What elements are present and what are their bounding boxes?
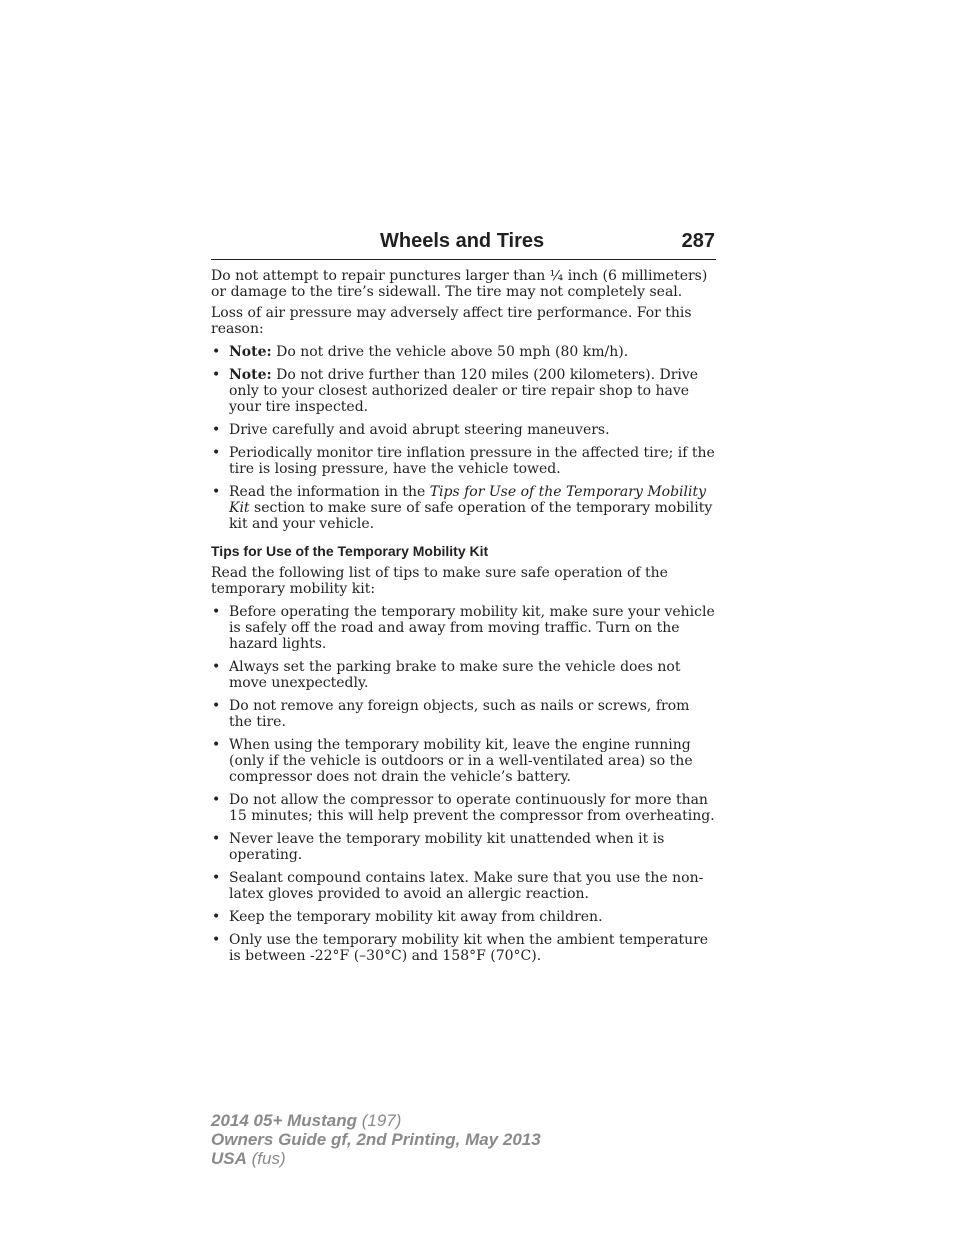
page-content — [211, 268, 716, 971]
list-item-text: Only use the temporary mobility kit when the ambient temperature is between -22°F (–30°C) and 158°F (70°C). — [229, 932, 709, 964]
list-item — [211, 870, 716, 902]
list-item-text: Drive carefully and avoid abrupt steering maneuvers. — [229, 422, 610, 438]
list-item-text: Keep the temporary mobility kit away from children. — [229, 909, 603, 925]
list-item — [211, 445, 716, 477]
list-item — [211, 484, 716, 532]
footer-model-name: 2014 05+ Mustang — [211, 1111, 357, 1130]
list-item — [211, 909, 716, 925]
note-text: Do not drive the vehicle above 50 mph (80 km/h). — [271, 344, 629, 360]
list-item — [211, 604, 716, 652]
list-item-text: Periodically monitor tire inflation pressure in the affected tire; if the tire is losing pressure, have the vehicle towed. — [229, 445, 715, 477]
list-item — [211, 792, 716, 824]
list-item — [211, 422, 716, 438]
footer-guide-edition: Owners Guide gf, 2nd Printing, May 2013 — [211, 1130, 541, 1149]
note-text: Do not drive further than 120 miles (200 kilometers). Drive only to your closest authorized dealer or tire repair shop to have your tire inspected. — [229, 367, 699, 415]
list-item — [211, 659, 716, 691]
page-header — [211, 229, 716, 260]
bullet-glyph: • — [212, 445, 221, 461]
page-footer — [211, 1111, 541, 1168]
footer-line-model — [211, 1111, 541, 1130]
subsection-intro: Read the following list of tips to make sure safe operation of the temporary mobility kit: — [211, 565, 668, 597]
list-item — [211, 344, 716, 360]
footer-line-guide — [211, 1130, 541, 1149]
page-number: 287 — [681, 230, 715, 252]
note-label: Note: — [229, 367, 272, 383]
intro-paragraph-2: Loss of air pressure may adversely affect tire performance. For this reason: — [211, 305, 692, 337]
precaution-list — [211, 344, 716, 532]
list-item — [211, 831, 716, 863]
bullet-glyph: • — [212, 422, 221, 438]
list-item — [211, 737, 716, 785]
bullet-glyph: • — [212, 737, 221, 753]
list-item-text-pre: Read the information in the — [229, 484, 430, 500]
tips-list — [211, 604, 716, 964]
list-item-text: Never leave the temporary mobility kit unattended when it is operating. — [229, 831, 665, 863]
list-item-text-post: section to make sure of safe operation of the temporary mobility kit and your vehicle. — [229, 500, 713, 532]
bullet-glyph: • — [212, 659, 221, 675]
footer-line-market — [211, 1149, 541, 1168]
list-item — [211, 932, 716, 964]
bullet-glyph: • — [212, 604, 221, 620]
section-title: Wheels and Tires — [380, 230, 545, 252]
bullet-glyph: • — [212, 484, 221, 500]
footer-market-code: (fus) — [246, 1149, 286, 1168]
list-item-text: Sealant compound contains latex. Make sure that you use the non-latex gloves provided to avoid an allergic reaction. — [229, 870, 704, 902]
bullet-glyph: • — [212, 344, 221, 360]
bullet-glyph: • — [212, 870, 221, 886]
intro-paragraph-1: Do not attempt to repair punctures larger than ¼ inch (6 millimeters) or damage to the tire’s sidewall. The tire may not completely seal. — [211, 268, 708, 300]
list-item-text: Do not remove any foreign objects, such as nails or screws, from the tire. — [229, 698, 690, 730]
bullet-glyph: • — [212, 932, 221, 948]
list-item-text: Always set the parking brake to make sure the vehicle does not move unexpectedly. — [229, 659, 681, 691]
subsection-heading: Tips for Use of the Temporary Mobility Kit — [211, 543, 489, 559]
bullet-glyph: • — [212, 367, 221, 383]
list-item-text: Do not allow the compressor to operate continuously for more than 15 minutes; this will help prevent the compressor from overheating. — [229, 792, 715, 824]
list-item-text: Before operating the temporary mobility kit, make sure your vehicle is safely off the road and away from moving traffic. Turn on the hazard lights. — [229, 604, 715, 652]
footer-model-code: (197) — [357, 1111, 402, 1130]
list-item-text: When using the temporary mobility kit, leave the engine running (only if the vehicle is outdoors or in a well-ventilated area) so the compressor does not drain the vehicle’s battery. — [229, 737, 693, 785]
list-item — [211, 698, 716, 730]
bullet-glyph: • — [212, 831, 221, 847]
note-label: Note: — [229, 344, 272, 360]
bullet-glyph: • — [212, 698, 221, 714]
section-reference: Tips for Use of the Temporary Mobility Kit — [229, 484, 707, 516]
footer-market: USA — [211, 1149, 247, 1168]
bullet-glyph: • — [212, 792, 221, 808]
bullet-glyph: • — [212, 909, 221, 925]
list-item — [211, 367, 716, 415]
